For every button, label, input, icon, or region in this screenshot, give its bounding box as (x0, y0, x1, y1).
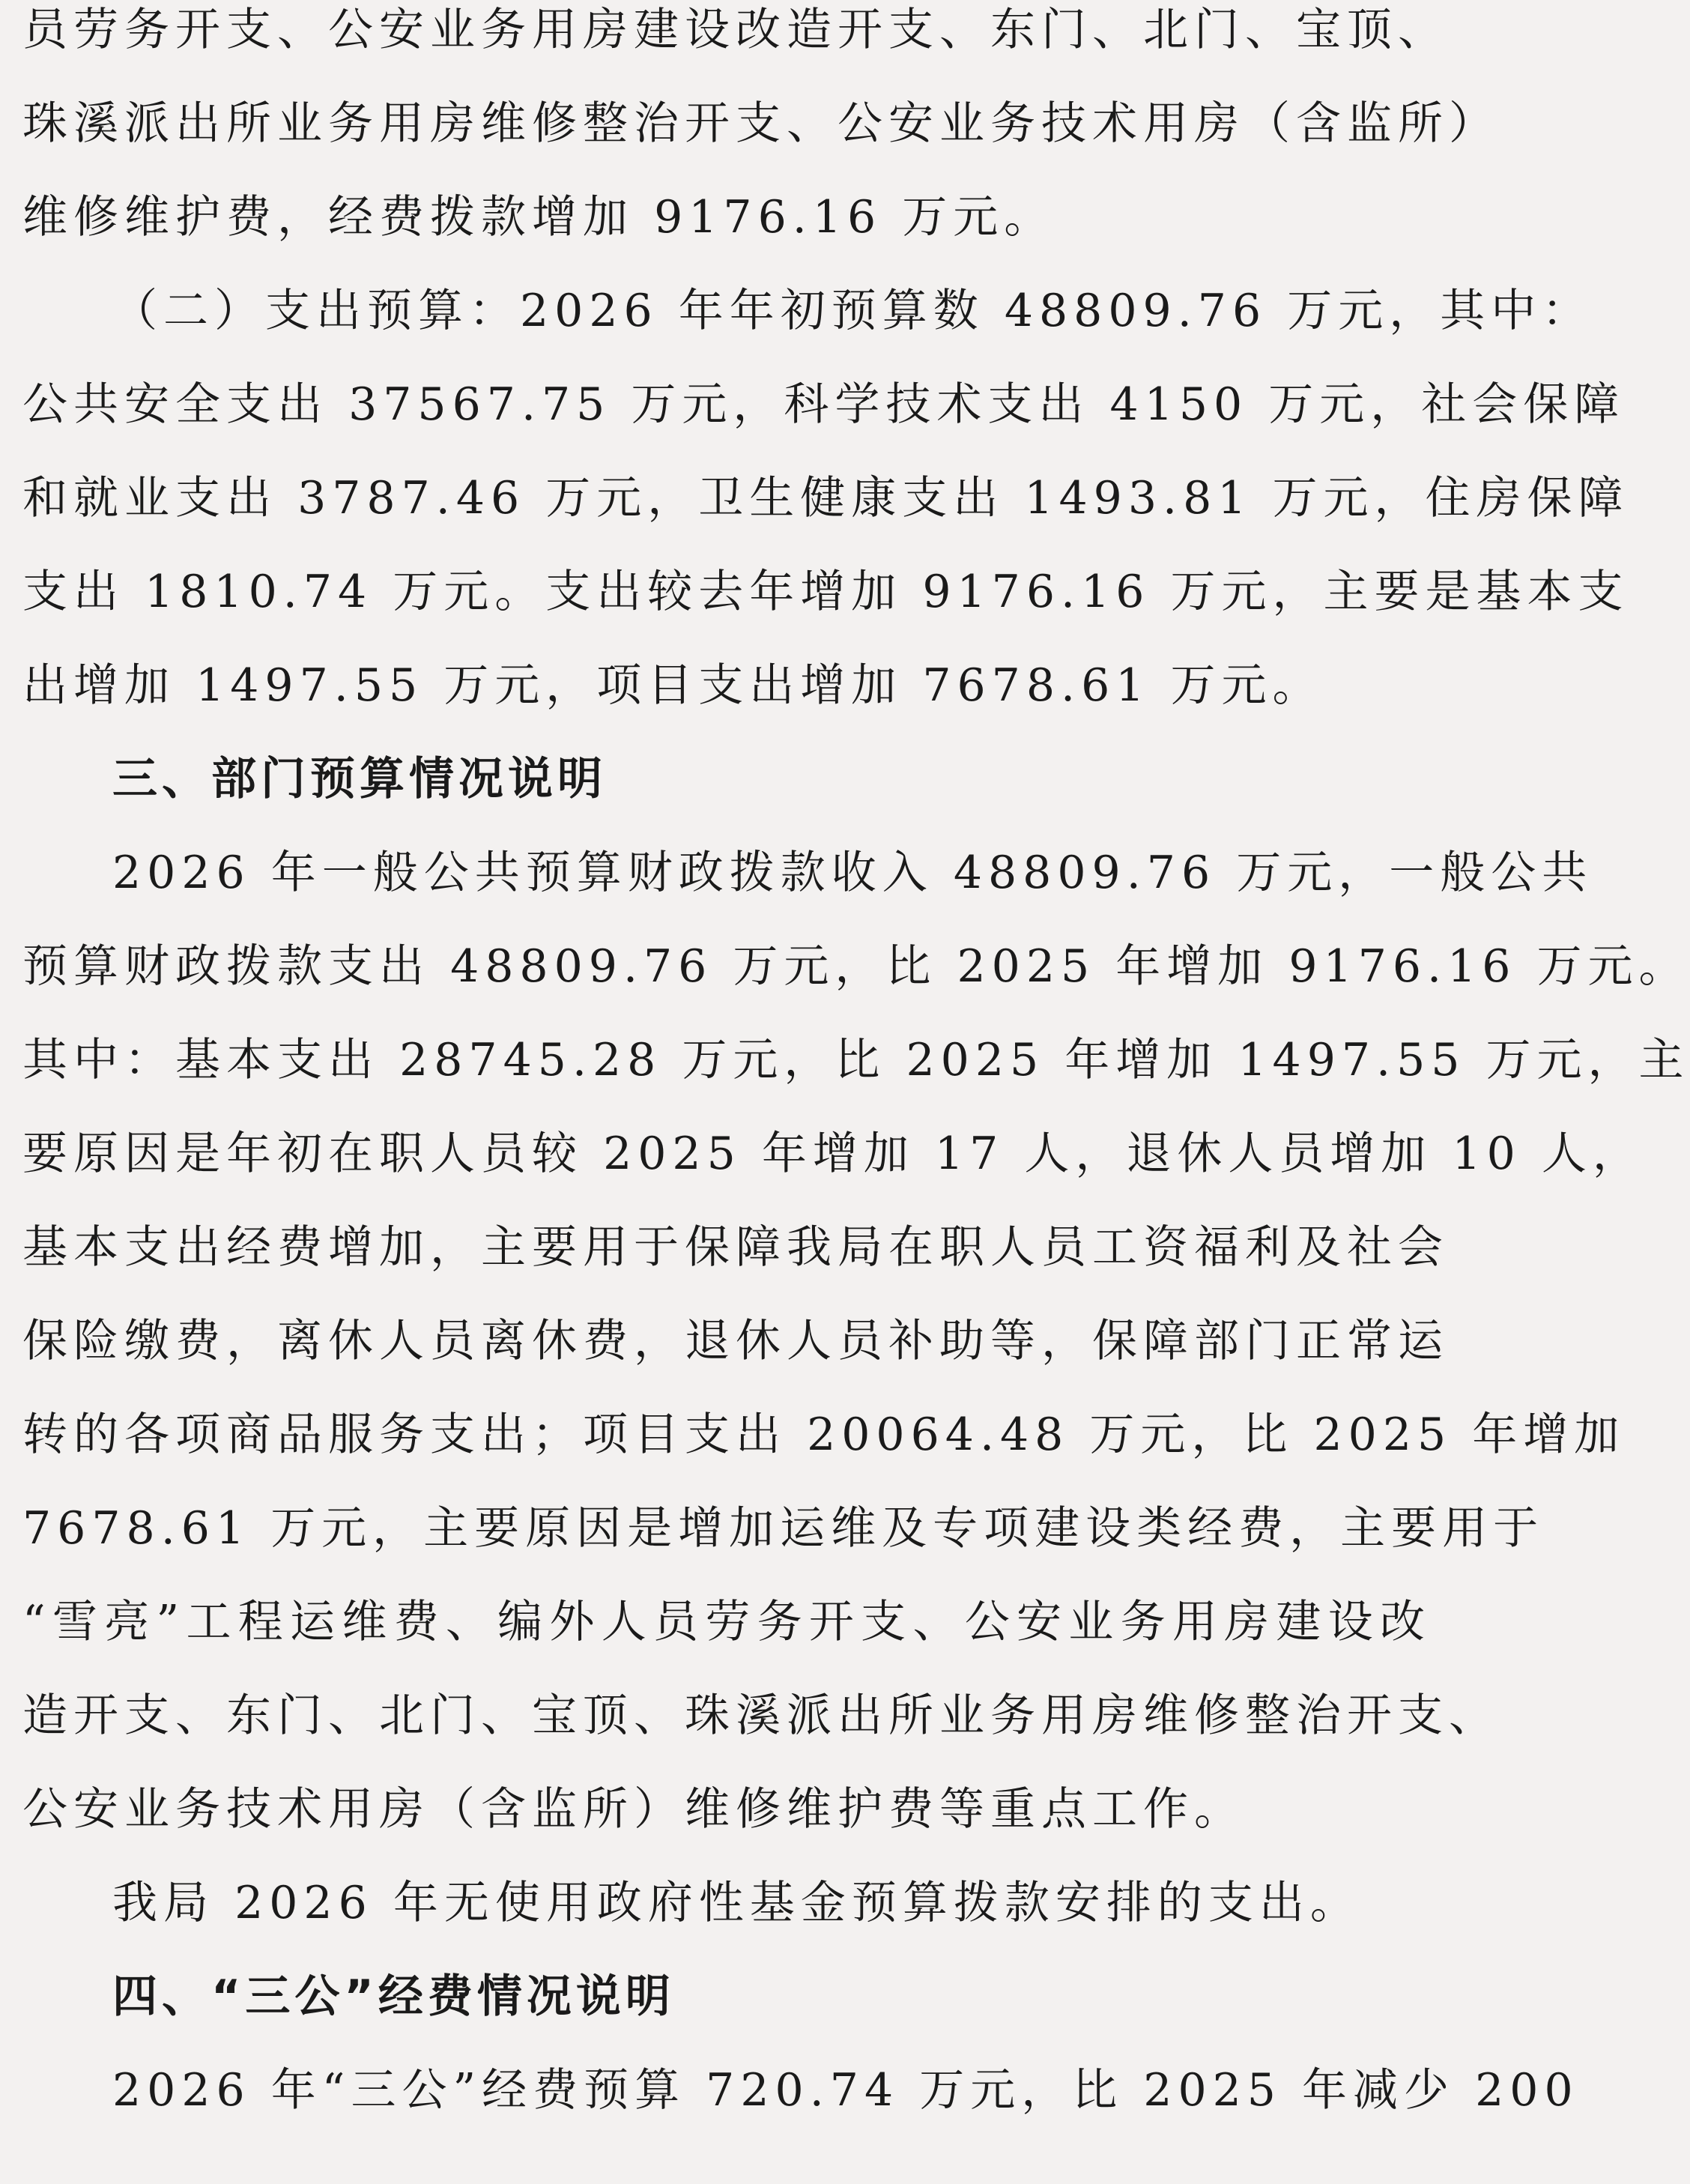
text-line: 7678.61 万元，主要原因是增加运维及专项建设类经费，主要用于 (22, 1502, 1545, 1555)
text-line: 公安业务技术用房（含监所）维修维护费等重点工作。 (22, 1783, 1245, 1836)
text-line: 支出 1810.74 万元。支出较去年增加 9176.16 万元，主要是基本支 (22, 566, 1629, 618)
section-heading: 四、“三公”经费情况说明 (112, 1970, 675, 2023)
text-line: 员劳务开支、公安业务用房建设改造开支、东门、北门、宝顶、 (22, 4, 1449, 56)
section-heading: 三、部门预算情况说明 (112, 753, 607, 805)
text-line: 保险缴费，离休人员离休费，退休人员补助等，保障部门正常运 (22, 1315, 1449, 1367)
text-line: 和就业支出 3787.46 万元，卫生健康支出 1493.81 万元，住房保障 (22, 472, 1629, 524)
text-line: （二）支出预算：2026 年年初预算数 48809.76 万元，其中： (112, 285, 1593, 337)
text-line: 转的各项商品服务支出；项目支出 20064.48 万元，比 2025 年增加 (22, 1409, 1626, 1461)
text-line: 公共安全支出 37567.75 万元，科学技术支出 4150 万元，社会保障 (22, 378, 1626, 431)
text-line: 其中：基本支出 28745.28 万元，比 2025 年增加 1497.55 万元，主 (22, 1034, 1690, 1086)
text-line: 我局 2026 年无使用政府性基金预算拨款安排的支出。 (112, 1877, 1361, 1929)
text-line: 造开支、东门、北门、宝顶、珠溪派出所业务用房维修整治开支、 (22, 1690, 1500, 1742)
text-line: “雪亮”工程运维费、编外人员劳务开支、公安业务用房建设改 (22, 1596, 1431, 1648)
text-line: 维修维护费，经费拨款增加 9176.16 万元。 (22, 191, 1056, 243)
text-line: 预算财政拨款支出 48809.76 万元，比 2025 年增加 9176.16 万元。 (22, 940, 1690, 993)
text-line: 基本支出经费增加，主要用于保障我局在职人员工资福利及社会 (22, 1221, 1449, 1274)
text-line: 要原因是年初在职人员较 2025 年增加 17 人，退休人员增加 10 人， (22, 1128, 1644, 1180)
text-line: 珠溪派出所业务用房维修整治开支、公安业务技术用房（含监所） (22, 97, 1500, 150)
text-line: 出增加 1497.55 万元，项目支出增加 7678.61 万元。 (22, 659, 1324, 712)
text-line: 2026 年一般公共预算财政拨款收入 48809.76 万元，一般公共 (112, 847, 1593, 899)
text-line: 2026 年“三公”经费预算 720.74 万元，比 2025 年减少 200 (112, 2064, 1579, 2117)
